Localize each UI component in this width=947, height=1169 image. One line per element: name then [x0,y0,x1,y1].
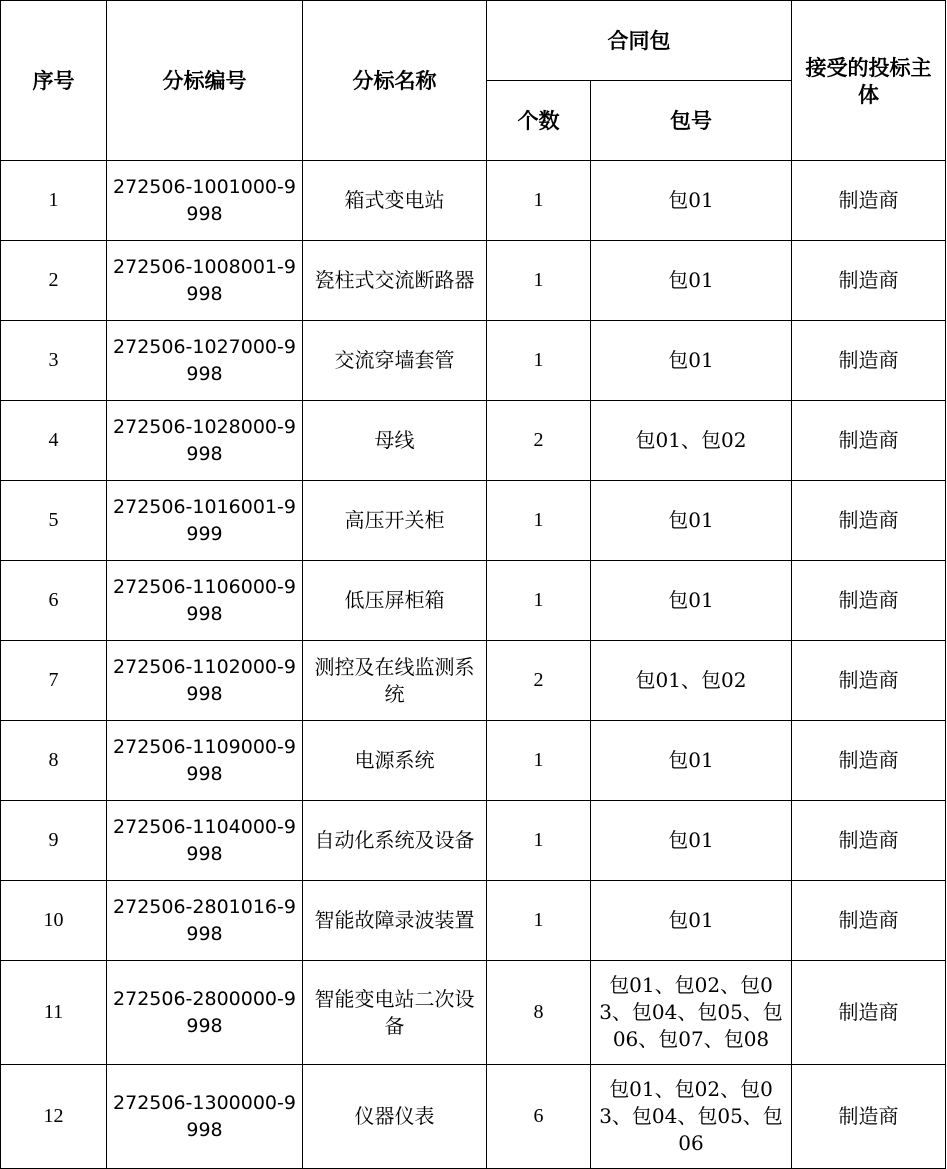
table-row [1,961,946,1065]
header-contract-package: 合同包 [487,1,792,81]
cell-lot-name: 箱式变电站 [303,161,487,241]
cell-bidder: 制造商 [792,481,946,561]
cell-lot-name: 低压屏柜箱 [303,561,487,641]
cell-bidder: 制造商 [792,641,946,721]
table-row [1,241,946,321]
cell-lot-code: 272506-1300000-9998 [107,1065,303,1169]
cell-package-no: 包01 [591,801,792,881]
cell-package-no: 包01 [591,881,792,961]
cell-package-no: 包01 [591,481,792,561]
cell-lot-code: 272506-1027000-9998 [107,321,303,401]
header-bidder: 接受的投标主体 [792,1,946,161]
header-lot-name: 分标名称 [303,1,487,161]
table-row [1,561,946,641]
cell-count: 2 [487,641,591,721]
header-lot-code: 分标编号 [107,1,303,161]
table-row [1,801,946,881]
cell-seq: 4 [1,401,107,481]
cell-count: 1 [487,161,591,241]
cell-bidder: 制造商 [792,1065,946,1169]
cell-lot-code: 272506-2800000-9998 [107,961,303,1065]
cell-count: 1 [487,881,591,961]
cell-lot-name: 智能故障录波装置 [303,881,487,961]
cell-seq: 1 [1,161,107,241]
cell-lot-code: 272506-1106000-9998 [107,561,303,641]
cell-bidder: 制造商 [792,801,946,881]
table-row [1,481,946,561]
table-row [1,721,946,801]
cell-bidder: 制造商 [792,721,946,801]
cell-count: 1 [487,801,591,881]
cell-seq: 11 [1,961,107,1065]
table-row [1,1065,946,1169]
cell-lot-name: 测控及在线监测系统 [303,641,487,721]
header-seq: 序号 [1,1,107,161]
cell-package-no: 包01、包02 [591,641,792,721]
cell-lot-name: 仪器仪表 [303,1065,487,1169]
header-count: 个数 [487,81,591,161]
cell-count: 1 [487,241,591,321]
cell-count: 1 [487,481,591,561]
cell-count: 6 [487,1065,591,1169]
table-body [1,161,946,1169]
cell-package-no: 包01、包02、包03、包04、包05、包06、包07、包08 [591,961,792,1065]
table-header [1,1,946,161]
table-row [1,161,946,241]
cell-seq: 7 [1,641,107,721]
cell-count: 1 [487,321,591,401]
cell-lot-name: 自动化系统及设备 [303,801,487,881]
cell-seq: 2 [1,241,107,321]
cell-count: 1 [487,561,591,641]
cell-package-no: 包01 [591,721,792,801]
cell-package-no: 包01、包02 [591,401,792,481]
cell-seq: 6 [1,561,107,641]
cell-seq: 10 [1,881,107,961]
cell-package-no: 包01 [591,241,792,321]
cell-lot-code: 272506-2801016-9998 [107,881,303,961]
cell-bidder: 制造商 [792,561,946,641]
cell-bidder: 制造商 [792,241,946,321]
header-package-no: 包号 [591,81,792,161]
cell-package-no: 包01、包02、包03、包04、包05、包06 [591,1065,792,1169]
table-row [1,641,946,721]
cell-bidder: 制造商 [792,321,946,401]
cell-lot-name: 电源系统 [303,721,487,801]
cell-seq: 5 [1,481,107,561]
cell-lot-name: 瓷柱式交流断路器 [303,241,487,321]
cell-bidder: 制造商 [792,161,946,241]
cell-count: 2 [487,401,591,481]
cell-seq: 12 [1,1065,107,1169]
cell-lot-code: 272506-1016001-9999 [107,481,303,561]
cell-lot-name: 交流穿墙套管 [303,321,487,401]
cell-seq: 9 [1,801,107,881]
cell-lot-name: 高压开关柜 [303,481,487,561]
cell-bidder: 制造商 [792,401,946,481]
cell-seq: 3 [1,321,107,401]
cell-package-no: 包01 [591,321,792,401]
cell-count: 8 [487,961,591,1065]
cell-package-no: 包01 [591,561,792,641]
cell-lot-code: 272506-1109000-9998 [107,721,303,801]
table-row [1,321,946,401]
cell-bidder: 制造商 [792,961,946,1065]
cell-seq: 8 [1,721,107,801]
table-row [1,881,946,961]
cell-lot-code: 272506-1028000-9998 [107,401,303,481]
cell-lot-code: 272506-1001000-9998 [107,161,303,241]
cell-lot-code: 272506-1104000-9998 [107,801,303,881]
cell-lot-code: 272506-1102000-9998 [107,641,303,721]
cell-lot-name: 母线 [303,401,487,481]
cell-package-no: 包01 [591,161,792,241]
cell-bidder: 制造商 [792,881,946,961]
cell-count: 1 [487,721,591,801]
table-row [1,401,946,481]
cell-lot-name: 智能变电站二次设备 [303,961,487,1065]
cell-lot-code: 272506-1008001-9998 [107,241,303,321]
